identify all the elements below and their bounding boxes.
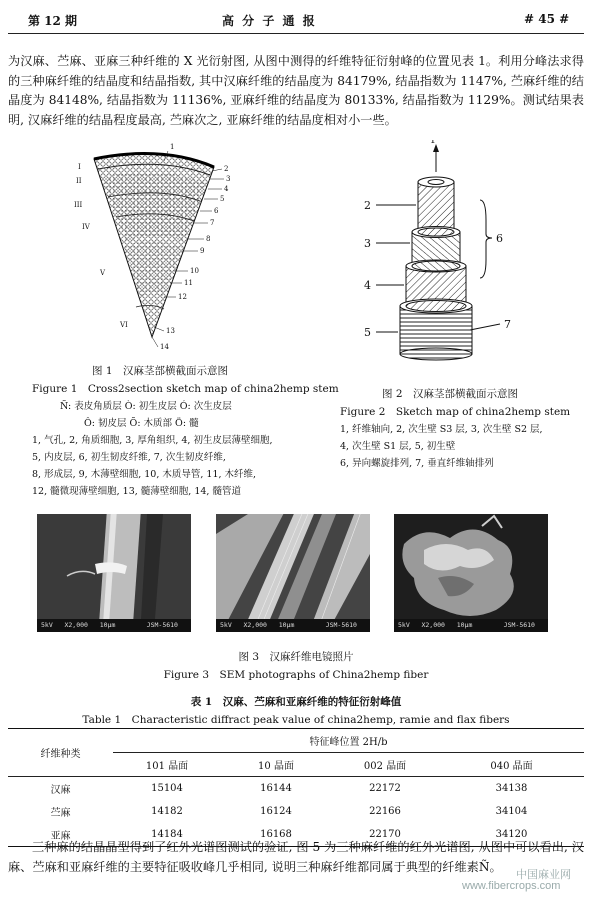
figure1-legend-1: Ñ: 表皮角质层 Ò: 初生皮层 Ó: 次生皮层 xyxy=(60,401,232,412)
fig1-number-8: 8 xyxy=(206,235,211,243)
cell: 34104 xyxy=(495,806,528,817)
body-paragraph-2: 三种麻的结晶晶型得到了红外光谱图测试的验证, 图 5 为三种麻纤维的红外光谱图, 从图中可以看出, 汉麻、苎麻和亚麻纤维的主要特征吸收峰几乎相同, 说明三种麻纤维都同属于典型的纤维素Ñ。 xyxy=(8,840,584,874)
fig1-number-6: 6 xyxy=(214,207,219,215)
figure1-legend-2: Ô: 韧皮层 Õ: 木质部 Ö: 髓 xyxy=(84,418,199,429)
fig1-numeral-2: II xyxy=(76,177,82,185)
fig1-number-14: 14 xyxy=(160,343,169,351)
cell: 34120 xyxy=(495,829,528,840)
fig1-number-10: 10 xyxy=(190,267,199,275)
page-number: # 45 # xyxy=(524,12,570,26)
figure1-legend-4: 5, 内皮层, 6, 初生韧皮纤维, 7, 次生韧皮纤维, xyxy=(32,452,226,463)
row-name: 苎麻 xyxy=(50,808,71,819)
fig1-number-5: 5 xyxy=(220,195,225,203)
figure1-caption-en: Figure 1 Cross2section sketch map of china2hemp stem xyxy=(32,383,339,395)
watermark-logo: 中国麻业网 xyxy=(516,869,571,881)
figure2-caption-en: Figure 2 Sketch map of china2hemp stem xyxy=(340,406,571,418)
cell: 16144 xyxy=(260,783,292,794)
figure3-caption-cn: 图 3 汉麻纤维电镜照片 xyxy=(238,651,354,663)
figure2-caption-cn: 图 2 汉麻茎部横截面示意图 xyxy=(381,388,519,400)
table1-col-002: 002 晶面 xyxy=(363,761,407,772)
fig1-number-13: 13 xyxy=(166,327,175,335)
figure1-legend-6: 12, 髓微现薄壁细胞, 13, 髓薄壁细胞, 14, 髓管道 xyxy=(32,486,241,497)
fig1-numeral-1: I xyxy=(78,163,81,171)
sem-photo-2 xyxy=(216,514,370,632)
row-name: 亚麻 xyxy=(50,831,71,842)
table-row xyxy=(8,777,584,801)
cell: 34138 xyxy=(495,783,528,794)
table1-col-10: 10 晶面 xyxy=(258,761,294,772)
issue-number: 第 12 期 xyxy=(28,14,78,28)
table1 xyxy=(8,728,584,847)
fig2-label-2: 2 xyxy=(364,199,371,212)
fig1-number-1: 1 xyxy=(170,143,175,151)
fig2-label-3: 3 xyxy=(364,237,371,250)
table1-title-cn: 表 1 汉麻、苎麻和亚麻纤维的特征衍射峰值 xyxy=(190,696,402,708)
fig1-number-7: 7 xyxy=(210,219,215,227)
sem-photo-3 xyxy=(394,514,548,632)
row-name: 汉麻 xyxy=(50,785,71,796)
journal-title: 高 分 子 通 报 xyxy=(222,14,317,28)
sem-photo-1 xyxy=(37,514,191,632)
table-row xyxy=(8,800,584,823)
figure2-legend-3: 6, 异向螺旋排列, 7, 垂直纤维轴排列 xyxy=(340,458,494,469)
fig1-number-3: 3 xyxy=(226,175,231,183)
cell: 14184 xyxy=(151,829,183,840)
sem-photo-2-databar: 5kV X2,000 10µm JSM-5610 xyxy=(216,619,370,632)
fig1-number-11: 11 xyxy=(184,279,193,287)
cell: 22166 xyxy=(369,806,401,817)
fig1-numeral-5: V xyxy=(100,269,106,277)
fig1-number-2: 2 xyxy=(224,165,229,173)
watermark-url: www.fibercrops.com xyxy=(462,880,561,892)
figure2-legend-2: 4, 次生壁 S1 层, 5, 初生壁 xyxy=(340,441,456,452)
sem-photo-3-databar: 5kV X2,000 10µm JSM-5610 xyxy=(394,619,548,632)
body-paragraph-1: 为汉麻、苎麻、亚麻三种纤维的 X 光衍射图, 从图中测得的纤维特征衍射峰的位置见表 1。利用分峰法求得的三种麻纤维的结晶度和结晶指数, 其中汉麻纤维的结晶度为 84179%, 结晶指数为 1147%, 苎麻纤维的结晶度为 84148%, 结晶指数为 11136%, 亚麻纤维的结晶度为 80133%, 结晶指数为 1129%。测试结果表明, 汉麻纤维的结晶程度最高, 苎麻次之, 亚麻纤维的结晶度相对小一些。 xyxy=(8,54,584,127)
fig1-number-4: 4 xyxy=(224,185,229,193)
fig1-numeral-4: IV xyxy=(82,223,90,231)
header-rule xyxy=(8,33,584,34)
table1-title-en: Table 1 Characteristic diffract peak value of china2hemp, ramie and flax fibers xyxy=(82,714,510,726)
figure2-legend-1: 1, 纤维轴向, 2, 次生壁 S3 层, 3, 次生壁 S2 层, xyxy=(340,424,543,435)
fig2-label-5: 5 xyxy=(364,326,371,339)
figure3-caption-en: Figure 3 SEM photographs of China2hemp fiber xyxy=(163,669,429,681)
figure1-drawing xyxy=(64,137,254,357)
figure2-drawing xyxy=(360,140,540,365)
fig1-numeral-6: VI xyxy=(120,321,128,329)
fig2-label-4: 4 xyxy=(364,279,371,292)
sem-photo-1-databar: 5kV X2,000 10µm JSM-5610 xyxy=(37,619,191,632)
cell: 14182 xyxy=(151,806,183,817)
fig1-numeral-3: III xyxy=(74,201,83,209)
fig2-label-7: 7 xyxy=(504,318,511,331)
table1-group-header: 特征峰位置 2H/b xyxy=(113,729,584,753)
fig1-number-9: 9 xyxy=(200,247,205,255)
cell: 22170 xyxy=(369,829,401,840)
fig2-label-6: 6 xyxy=(496,232,503,245)
figure1-legend-5: 8, 形成层, 9, 木薄壁细胞, 10, 木质导管, 11, 木纤维, xyxy=(32,469,257,480)
cell: 16124 xyxy=(260,806,292,817)
table1-col-101: 101 晶面 xyxy=(145,761,189,772)
cell: 22172 xyxy=(369,783,401,794)
table1-row-header: 纤维种类 xyxy=(40,749,81,760)
fig1-number-12: 12 xyxy=(178,293,187,301)
figure1-caption-cn: 图 1 汉麻茎部横截面示意图 xyxy=(91,365,229,377)
cell: 15104 xyxy=(151,783,183,794)
fig2-label-1: 1 xyxy=(430,140,436,146)
cell: 16168 xyxy=(260,829,292,840)
figure1-legend-3: 1, 气孔, 2, 角质细胞, 3, 厚角组织, 4, 初生皮层薄壁细胞, xyxy=(32,435,273,446)
table1-col-040: 040 晶面 xyxy=(490,761,533,772)
